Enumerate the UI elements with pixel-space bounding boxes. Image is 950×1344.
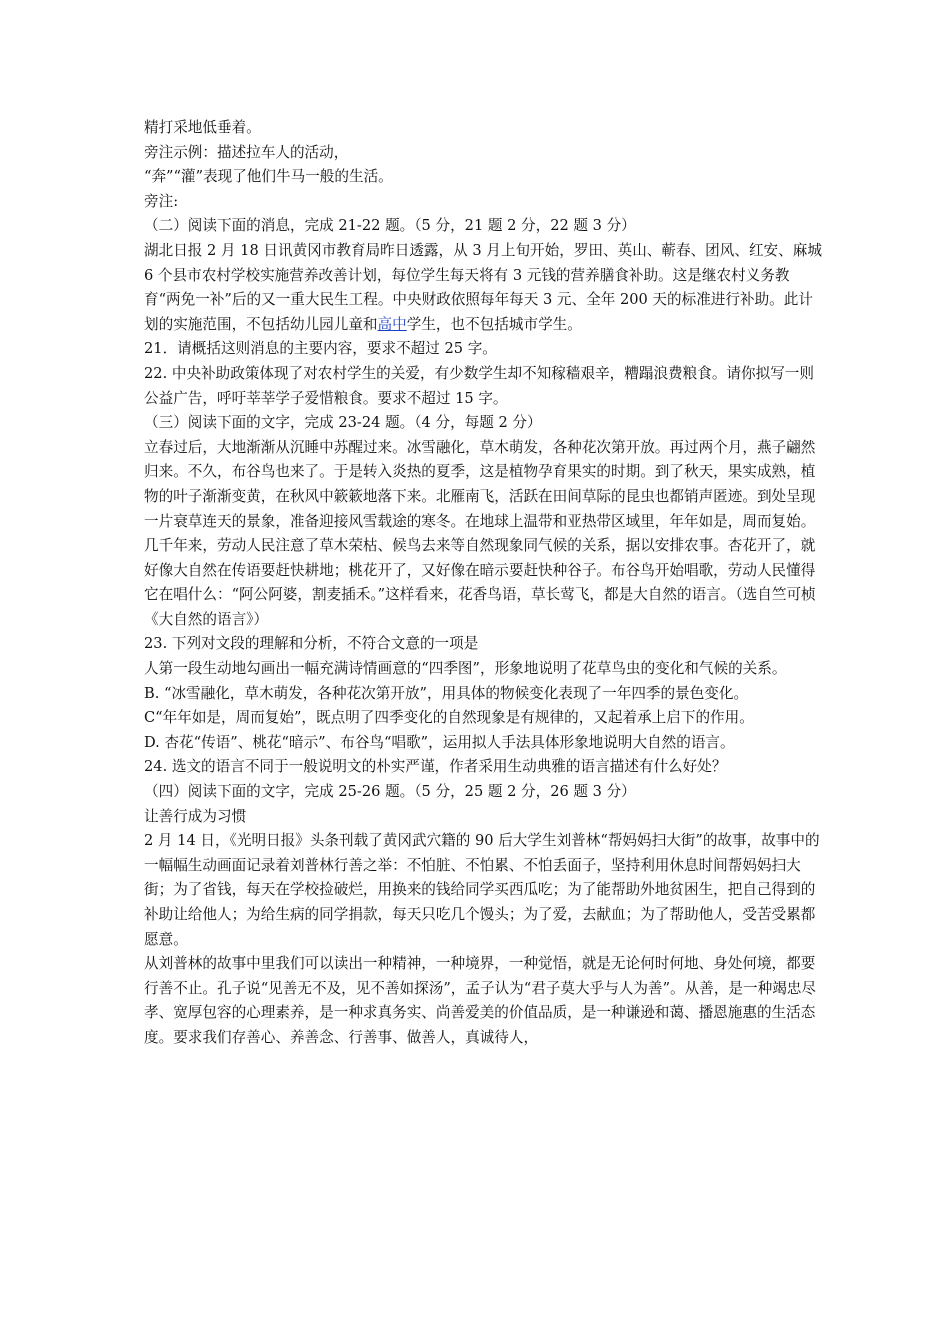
option-c: C“年年如是，周而复始”，既点明了四季变化的自然现象是有规律的，又起着承上启下的作用。	[144, 709, 754, 727]
question-23: 23. 下列对文段的理解和分析，不符合文意的一项是	[144, 635, 479, 653]
option-d: D. 杏花“传语”、桃花“暗示”、布谷鸟“唱歌”，运用拟人手法具体形象地说明大自然的语言。	[144, 733, 735, 751]
annotation-example: 旁注示例：描述拉车人的活动，	[144, 143, 349, 161]
news-text-a: 湖北日报 2 月 18 日讯黄冈市教育局昨日透露，从 3 月上旬开始，罗田、英山、蕲春、团风、红安、麻城 6 个县市农村学校实施营养改善计划，每位学生每天将有 3 元钱的营养膳食补助。这是继农村义务教育“两免一补”后的又一重大民生工程。中央财政依照每年每天 3 元、全年 200 天的标准进行补助。此计划的实施范围，不包括幼儿园儿童和	[144, 241, 822, 333]
annotation-example-text: “奔”“灌”表现了他们牛马一般的生活。	[144, 168, 393, 186]
passage-paragraph-1: 立春过后，大地渐渐从沉睡中苏醒过来。冰雪融化，草木萌发，各种花次第开放。再过两个月，燕子翩然归来。不久，布谷鸟也来了。于是转入炎热的夏季，这是植物孕育果实的时期。到了秋天，果实成熟，植物的叶子渐渐变黄，在秋风中簌簌地落下来。北雁南飞，活跃在田间草际的昆虫也都销声匿迹。到处呈现一片衰草连天的景象，准备迎接风雪载途的寒冬。在地球上温带和亚热带区域里，年年如是，周而复始。	[144, 438, 816, 530]
text-line: 精打采地低垂着。	[144, 119, 261, 136]
option-a: 人第一段生动地勾画出一幅充满诗情画意的“四季图”，形象地说明了花草鸟虫的变化和气候的关系。	[144, 660, 787, 678]
question-21: 21．请概括这则消息的主要内容，要求不超过 25 字。	[144, 340, 497, 358]
section-heading-2: （二）阅读下面的消息，完成 21-22 题。（5 分，21 题 2 分，22 题 3 分）	[144, 217, 636, 235]
question-24: 24. 选文的语言不同于一般说明文的朴实严谨，作者采用生动典雅的语言描述有什么好处？	[144, 758, 727, 776]
document-body	[144, 116, 824, 1051]
option-b: B. “冰雪融化，草木萌发，各种花次第开放”，用具体的物候变化表现了一年四季的景色变化。	[144, 684, 749, 702]
news-text-b: 学生，也不包括城市学生。	[406, 315, 582, 333]
news-paragraph	[144, 239, 824, 337]
section-heading-3: （三）阅读下面的文字，完成 23-24 题。（4 分，每题 2 分）	[144, 414, 542, 432]
section-heading-4: （四）阅读下面的文字，完成 25-26 题。（5 分，25 题 2 分，26 题 3 分）	[144, 783, 636, 801]
article-paragraph-1: 2 月 14 日，《光明日报》头条刊载了黄冈武穴籍的 90 后大学生刘普林“帮妈妈扫大街”的故事，故事中的一幅幅生动画面记录着刘普林行善之举：不怕脏、不怕累、不怕丢面子，坚持利用休息时间帮妈妈扫大街；为了省钱，每天在学校捡破烂，用换来的钱给同学买西瓜吃；为了能帮助外地贫困生，把自己得到的补助让给他人；为给生病的同学捐款，每天只吃几个馒头；为了爱，去献血；为了帮助他人，受苦受累都愿意。	[144, 832, 820, 948]
question-22: 22. 中央补助政策体现了对农村学生的关爱，有少数学生却不知稼穑艰辛，糟蹋浪费粮食。请你拟写一则公益广告，呼吁莘莘学子爱惜粮食。要求不超过 15 字。	[144, 364, 814, 407]
article-title: 让善行成为习惯	[144, 807, 247, 825]
annotation-label: 旁注:	[144, 192, 179, 210]
passage-paragraph-2: 几千年来，劳动人民注意了草木荣枯、候鸟去来等自然现象同气候的关系，据以安排农事。杏花开了，就好像大自然在传语要赶快耕地；桃花开了，又好像在暗示要赶快种谷子。布谷鸟开始唱歌，劳动人民懂得它在唱什么：“阿公阿婆，割麦插禾。”这样看来，花香鸟语，草长莺飞，都是大自然的语言。（选自竺可桢《大自然的语言》）	[144, 537, 816, 628]
high-school-link[interactable]: 高中	[377, 315, 407, 333]
article-paragraph-2: 从刘普林的故事中里我们可以读出一种精神，一种境界，一种觉悟，就是无论何时何地、身处何境，都要行善不止。孔子说“见善无不及，见不善如探汤”，孟子认为“君子莫大乎与人为善”。从善，是一种竭忠尽孝、宽厚包容的心理素养，是一种求真务实、尚善爱美的价值品质，是一种谦逊和蔼、播恩施惠的生活态度。要求我们存善心、养善念、行善事、做善人，真诚待人，	[144, 955, 816, 1046]
